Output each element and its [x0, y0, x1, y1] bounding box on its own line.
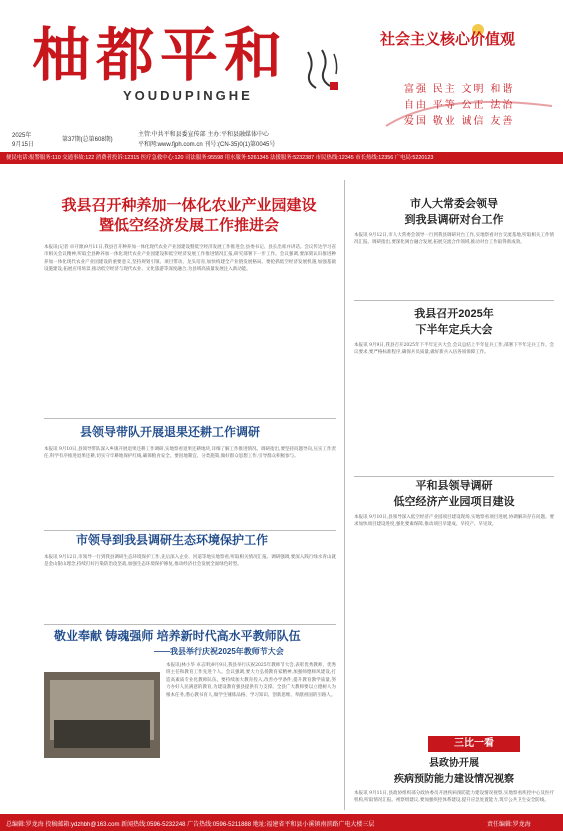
core-values-title: 社会主义核心价值观: [380, 31, 516, 48]
lead-headline-line: 暨低空经济发展工作推进会: [98, 217, 279, 234]
article-body: 本报讯 9月9日,我县召开2025年下半年定兵大会,会议总结上半年征兵工作,部署下半年定兵工作。会议要求,要严格标准程序,确保兵员质量,做好新兵入伍各项保障工作。: [354, 343, 554, 356]
headline-line: 市人大常委会领导: [410, 198, 498, 210]
headline-line: 下半年定兵大会: [415, 324, 493, 336]
website-line: 平和网:www.fjph.com.cn 刊号:(CN-35)0(1)第0045号: [138, 142, 276, 148]
column-badge: 三比一看: [428, 736, 520, 752]
teachers-day-photo: [44, 672, 160, 758]
section-divider: [44, 530, 336, 531]
section-divider: [44, 624, 336, 625]
section-divider: [44, 418, 336, 419]
issue-year: 2025年: [12, 133, 32, 139]
section-divider: [354, 476, 554, 477]
masthead-title: 柚都平和: [32, 21, 289, 89]
article-headline: [354, 196, 554, 228]
lead-headline: [44, 196, 334, 236]
issue-number: 第37期(总第608期): [62, 137, 113, 143]
column-divider: [344, 180, 345, 810]
core-values-row: 自由 平等 公正 法治: [404, 100, 515, 111]
photo-people: [54, 720, 150, 748]
article-body: 本报讯 9月12日,市人大常委会领导一行到我县调研对台工作,实地察看对台交流基地,听取相关工作情况汇报。调研指出,要深化闽台融合发展,拓展交流合作领域,推动对台工作取得新成效。: [354, 233, 554, 246]
footer-text: 总编辑:罗龙海 投稿邮箱:ydzhbh@163.com 新闻热线:0596-5232248 广告热线:0596-5211888 地址:福建省平和县小溪镇南滨路广电大楼三层: [6, 822, 375, 828]
masthead-pinyin: YOUDUPINGHE: [123, 88, 253, 103]
footer-editor: 责任编辑:罗龙海: [487, 822, 531, 828]
article-headline: [354, 478, 554, 510]
core-values-row: 爱国 敬业 诚信 友善: [404, 116, 515, 127]
article-headline: [354, 756, 554, 788]
section-divider: [354, 300, 554, 301]
headline-line: 疾病预防能力建设情况视察: [394, 774, 514, 785]
masthead: [0, 0, 563, 148]
core-values-row: 富强 民主 文明 和谐: [404, 84, 515, 95]
article-body: 本报讯 9月12日,市领导一行到我县调研生态环境保护工作,先后深入企业、河道等地实地察看,听取相关情况汇报。调研强调,要深入践行绿水青山就是金山银山理念,持续打好污染防治攻坚战,加强生态环境保护修复,推动经济社会发展全面绿色转型。: [44, 555, 336, 568]
article-headline: 敬业奉献 铸魂强师 培养新时代高水平教师队伍: [54, 629, 301, 643]
lead-article-body: 本报讯(记者 卓开源)9月11日,我县召开种养加一体化现代农业产业园建设暨低空经济发展工作推进会,县委书记、县长出席并讲话。会议传达学习省市相关会议精神,听取全县种养加一体化现代农业产业园建设和低空经济发展工作推进情况汇报,研究部署下一步工作。会议强调,要深刻认识推进种养加一体化现代农业产业园建设的重要意义,坚持规划引领、项目带动、龙头培育,加快构建全产业链发展格局。要抢抓低空经济发展机遇,加强基础设施建设,拓展应用场景,推动低空经济与现代农业、文化旅游等深度融合,为县域高质量发展注入新动能。: [44, 245, 336, 273]
headline-line: 平和县领导调研: [415, 480, 493, 492]
issue-info: [12, 132, 34, 150]
article-headline: [354, 306, 554, 338]
article-body: 本报讯 9月11日,县政协组织部分政协委员开展疾病预防能力建设情况视察,实地察看疾控中心及医疗机构,听取情况汇报。视察组建议,要加强疾控体系建设,提升应急处置能力,筑牢公共卫生安全防线。: [354, 791, 554, 804]
headline-line: 县政协开展: [429, 758, 479, 769]
article-body: 本报讯 9月10日,县领导带队深入乡镇开展退果还耕工作调研,实地察看退果还耕地块,详细了解工作推进情况。调研指出,要坚持问题导向,压实工作责任,科学有序推进退果还耕,切实守牢耕地保护红线,确保粮食安全。要因地制宜、分类施策,做好群众思想工作,引导群众积极参与。: [44, 447, 336, 460]
publisher-info: [138, 130, 275, 150]
article-headline: 县领导带队开展退果还耕工作调研: [80, 425, 261, 439]
headline-line: 我县召开2025年: [414, 308, 494, 320]
lead-headline-line: 我县召开种养加一体化农业产业园建设: [61, 197, 317, 214]
headline-line: 到我县调研对台工作: [404, 214, 504, 226]
calligraphy-signature-icon: [300, 46, 346, 92]
article-body: 本报讯 9月10日,县领导深入低空经济产业园项目建设现场,实地察看项目进展,协调解决存在问题。要求加快项目建设进度,强化要素保障,推动项目早建成、早投产、早见效。: [354, 515, 554, 528]
issue-day: 9月15日: [12, 142, 35, 148]
core-values-box: [380, 22, 558, 134]
article-headline: 市领导到我县调研生态环境保护工作: [76, 533, 269, 547]
article-subheadline: ——我县举行庆祝2025年教师节大会: [154, 647, 284, 656]
headline-line: 低空经济产业园项目建设: [393, 496, 515, 508]
sponsor-line: 主管:中共平和县委宣传部 主办:平和县融媒体中心: [138, 132, 270, 138]
hotline-text: 便民电话:报警服务:110 交通事故:122 消费者投诉:12315 医疗急救中心:120 司法服务:95598 用水服务:5261345 法援服务:5232387 市民热线:12345 市长热线:12356 广电局:5220123: [6, 155, 434, 161]
article-body: 本报讯(林小华 卓志明)9月9日,我县举行庆祝2025年教师节大会,表彰优秀教师、优秀班主任和教育工作先进个人。会议强调,要大力弘扬教育家精神,加强师德师风建设,打造高素质专业化教师队伍。要持续加大教育投入,改善办学条件,提升教育教学质量,努力办好人民满意的教育,为建设教育强县提供有力支撑。全县广大教师要以立德树人为根本任务,潜心教书育人,做学生锤炼品格、学习知识、创新思维、奉献祖国的引路人。: [166, 663, 336, 698]
